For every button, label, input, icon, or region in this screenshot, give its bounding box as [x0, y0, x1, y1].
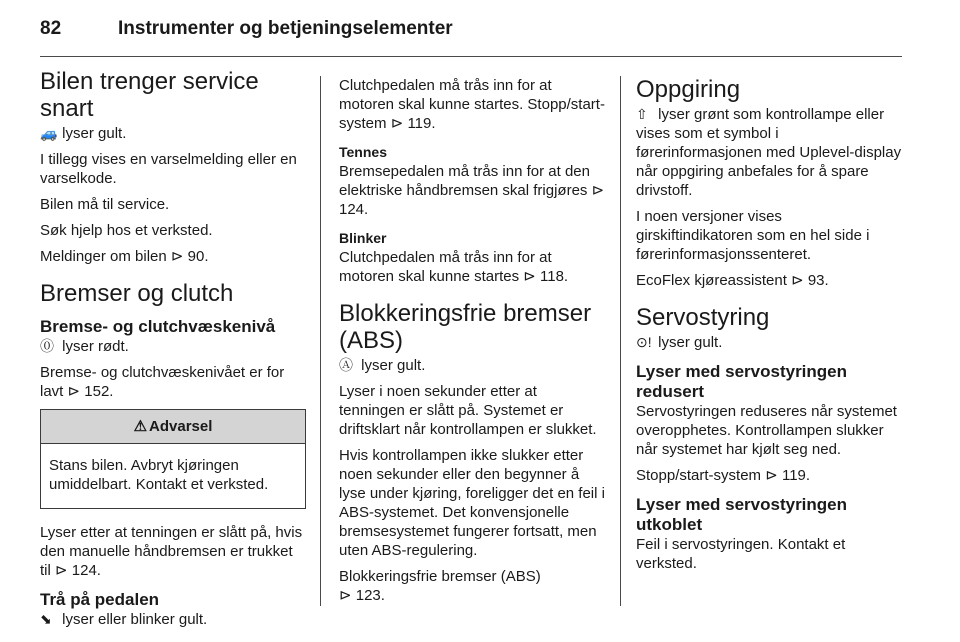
page-ref-link[interactable]: 123. — [355, 587, 385, 604]
page-ref-link[interactable]: 124. — [71, 562, 101, 579]
page-ref-link[interactable]: 119. — [781, 467, 811, 484]
page-ref-icon: ⊳ — [55, 562, 68, 579]
reduced-heading: Lyser med servostyringen redusert — [636, 362, 848, 401]
column-2 — [339, 76, 605, 612]
column-divider-2 — [620, 76, 621, 606]
warning-text: Stans bilen. Avbryt kjøringen umiddelbart. Kontakt et verksted. — [49, 457, 269, 493]
gear-heading: Oppgiring — [636, 76, 741, 103]
column-3 — [636, 76, 902, 580]
reduced-paragraph-2: Stopp/start-system ⊳ 119. — [636, 467, 811, 484]
steering-heading: Servostyring — [636, 304, 770, 331]
service-paragraph-2: Bilen må til service. — [40, 196, 170, 213]
gear-lamp-text: ⇧ lyser grønt som kontrollampe eller vises som et symbol i førerinformasjonen med Uplevel-display når oppgiring anbefales for å spare drivstoff. — [636, 106, 902, 199]
after-warning-paragraph: Lyser etter at tenningen er slått på, hvis den manuelle håndbremsen er trukket til ⊳ 124. — [40, 524, 303, 579]
page-ref-icon: ⊳ — [170, 248, 184, 265]
abs-paragraph-3: Blokkeringsfrie bremser (ABS) ⊳ 123. — [339, 568, 541, 604]
car-service-icon: 🚙 — [40, 125, 58, 141]
reduced-paragraph: Servostyringen reduseres når systemet overopphetes. Kontrollampen slukker når systemet har kjølt seg ned. — [636, 403, 897, 458]
steering-warning-icon: ⊙! — [636, 334, 652, 350]
upshift-icon: ⇧ — [636, 106, 648, 122]
blinker-heading: Blinker — [339, 230, 387, 246]
brakes-heading: Bremser og clutch — [40, 280, 234, 307]
page-ref-icon: ⊳ — [765, 467, 778, 484]
gear-paragraph-3: EcoFlex kjøreassistent ⊳ 93. — [636, 272, 829, 289]
page-ref-icon: ⊳ — [791, 272, 804, 289]
abs-warning-icon: Ⓐ — [339, 357, 353, 373]
service-paragraph-3: Søk hjelp hos et verksted. — [40, 222, 213, 239]
page-ref-link[interactable]: 93. — [807, 272, 829, 289]
service-paragraph-1: I tillegg vises en varselmelding eller en varselkode. — [40, 151, 297, 187]
steering-lamp-text: ⊙! lyser gult. — [636, 334, 723, 351]
warning-box — [40, 409, 306, 509]
page-ref-link[interactable]: 124. — [339, 201, 369, 218]
off-heading: Lyser med servostyringen utkoblet — [636, 495, 848, 534]
header-divider — [40, 56, 902, 57]
abs-paragraph-2: Hvis kontrollampen ikke slukker etter noen sekunder eller den begynner å lyse under kjøring, foreligger det en feil i ABS-systemet. Det konvensjonelle bremsesystemet fungerer fortsatt, men uten ABS-regulering. — [339, 447, 605, 559]
pedal-lamp-text: ⬊ lyser eller blinker gult. — [40, 611, 208, 628]
clutch-start-paragraph: Clutchpedalen må trås inn for at motoren skal kunne startes. Stopp/start-system ⊳ 119. — [339, 77, 605, 132]
fluid-paragraph: Bremse- og clutchvæskenivået er for lavt ⊳ 152. — [40, 364, 285, 400]
page-ref-link[interactable]: 152. — [84, 383, 114, 400]
page-ref-icon: ⊳ — [339, 587, 352, 604]
service-heading: Bilen trenger service snart — [40, 68, 259, 122]
page-ref-icon: ⊳ — [67, 383, 81, 400]
service-paragraph-4: Meldinger om bilen ⊳ 90. — [40, 248, 209, 265]
pedal-heading: Trå på pedalen — [40, 590, 160, 609]
page-header — [40, 18, 902, 48]
page-ref-link[interactable]: 119. — [407, 115, 436, 132]
fluid-lamp-text: ⓪ lyser rødt. — [40, 338, 129, 355]
fluid-heading: Bremse- og clutchvæskenivå — [40, 317, 276, 336]
brake-warning-icon: ⓪ — [40, 338, 54, 354]
abs-paragraph-1: Lyser i noen sekunder etter at tenningen er slått på. Systemet er driftsklart når kontrollampen er slukket. — [339, 383, 597, 438]
page-title: Instrumenter og betjeningselementer — [118, 18, 453, 39]
gear-paragraph-2: I noen versjoner vises girskiftindikatoren som en hel side i førerinformasjonssenteret. — [636, 208, 870, 263]
page-ref-link[interactable]: 90. — [187, 248, 209, 265]
tennes-heading: Tennes — [339, 144, 387, 160]
column-divider-1 — [320, 76, 321, 606]
abs-heading: Blokkeringsfrie bremser (ABS) — [339, 300, 592, 354]
page-number: 82 — [40, 18, 62, 39]
tennes-paragraph: Bremsepedalen må trås inn for at den elektriske håndbremsen skal frigjøres ⊳ 124. — [339, 163, 605, 218]
off-paragraph: Feil i servostyringen. Kontakt et verksted. — [636, 536, 846, 572]
warning-header: ⚠ Advarsel — [41, 410, 305, 444]
page-ref-icon: ⊳ — [591, 182, 605, 199]
warning-triangle-icon: ⚠ — [133, 418, 148, 435]
service-lamp-text: 🚙 lyser gult. — [40, 125, 127, 142]
column-1 — [40, 68, 306, 636]
page-ref-icon: ⊳ — [523, 268, 536, 285]
blinker-paragraph: Clutchpedalen må trås inn for at motoren skal kunne startes ⊳ 118. — [339, 249, 569, 285]
page-ref-icon: ⊳ — [390, 115, 404, 132]
clutch-pedal-icon: ⬊ — [40, 611, 52, 627]
page-ref-link[interactable]: 118. — [540, 268, 569, 285]
abs-lamp-text: Ⓐ lyser gult. — [339, 357, 426, 374]
